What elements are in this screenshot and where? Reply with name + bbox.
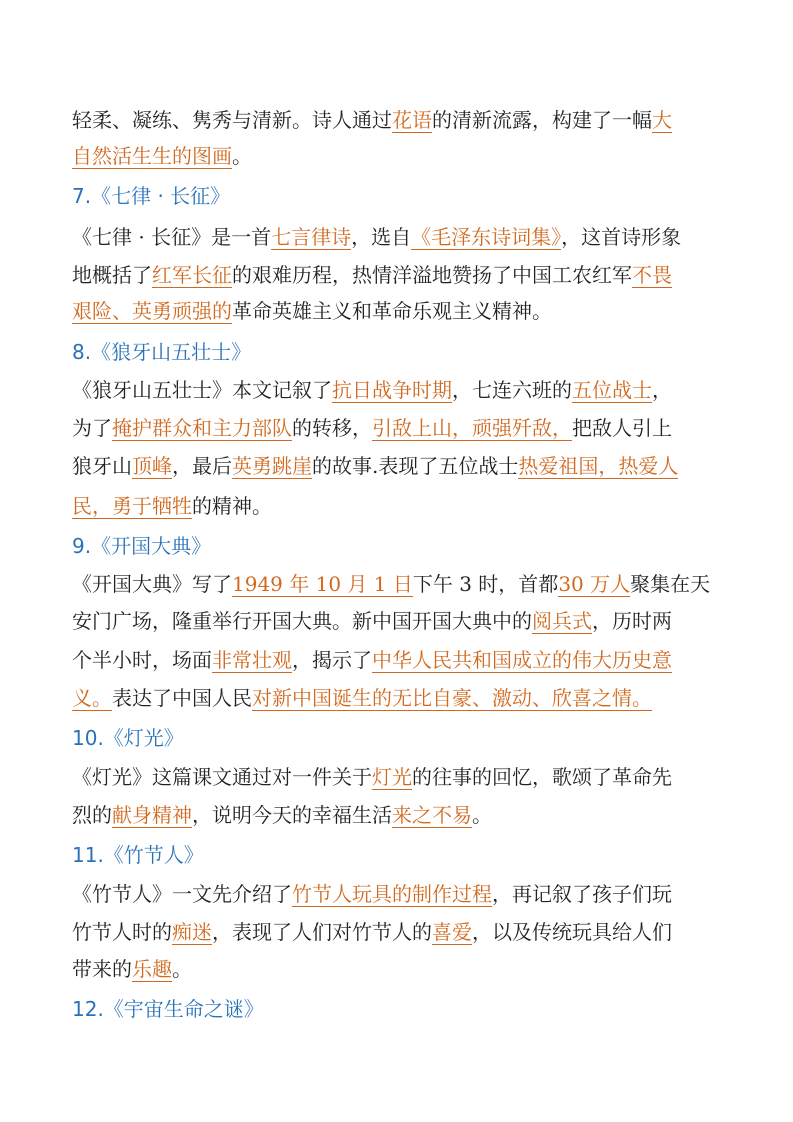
- text: ，历时两: [592, 609, 672, 633]
- paragraph-line: [72, 801, 492, 829]
- section-heading: 7.《七律 · 长征》: [72, 184, 231, 208]
- answer-highlight: 抗日战争时期: [332, 378, 452, 402]
- paragraph-line: [72, 376, 672, 404]
- text: 狼牙山: [72, 454, 132, 478]
- answer-highlight: 《毛泽东诗词集》: [411, 225, 562, 249]
- paragraph-line: [72, 452, 678, 480]
- answer-highlight: 对新中国诞生的无比自豪、激动、欣喜之情。: [252, 686, 652, 710]
- paragraph-line: [72, 414, 672, 442]
- text: 《竹节人》一文先介绍了: [72, 882, 292, 906]
- paragraph-line: [72, 880, 672, 908]
- answer-highlight: 花语: [392, 108, 432, 132]
- text: 表达了中国人民: [112, 686, 252, 710]
- text: 。: [472, 803, 492, 827]
- answer-highlight: 五位战士: [572, 378, 652, 402]
- answer-highlight: 义。: [72, 686, 112, 710]
- text: 聚集在天: [630, 572, 711, 596]
- text: 《七律 · 长征》是一首: [72, 225, 272, 249]
- text: 的故事.表现了五位战士: [312, 454, 519, 478]
- text: 的艰难历程，热情洋溢地赞扬了中国工农红军: [232, 263, 632, 287]
- text: ，最后: [172, 454, 232, 478]
- paragraph-line: [72, 142, 252, 170]
- text: ，: [652, 378, 672, 402]
- text: 个半小时，场面: [72, 648, 212, 672]
- answer-highlight: 非常壮观: [212, 648, 292, 672]
- answer-highlight: 献身精神: [112, 803, 192, 827]
- answer-highlight: 竹节人玩具的制作过程: [292, 882, 492, 906]
- paragraph-line: [72, 261, 672, 289]
- text: 带来的: [72, 957, 132, 981]
- answer-highlight: 掩护群众和主力部队: [112, 416, 292, 440]
- answer-highlight: 引敌上山，顽强歼敌，: [372, 416, 572, 440]
- text: 烈的: [72, 803, 112, 827]
- text: ，选自: [351, 225, 412, 249]
- text: 《灯光》这篇课文通过对一件关于: [72, 765, 372, 789]
- answer-highlight: 阅兵式: [532, 609, 592, 633]
- paragraph-line: [72, 570, 710, 598]
- answer-highlight: 热爱祖国，热爱人: [518, 454, 679, 478]
- paragraph-line: [72, 607, 672, 635]
- text: 《开国大典》写了: [72, 572, 232, 596]
- text: 下午 3 时，首都: [412, 572, 559, 596]
- text: 竹节人时的: [72, 920, 172, 944]
- answer-highlight: 七言律诗: [271, 225, 352, 249]
- text: ，以及传统玩具给人们: [472, 920, 672, 944]
- answer-highlight: 大: [652, 108, 672, 132]
- paragraph-line: [72, 646, 672, 674]
- text: 地概括了: [72, 263, 152, 287]
- text: 轻柔、凝练、隽秀与清新。诗人通过: [72, 108, 392, 132]
- answer-highlight: 灯光: [372, 765, 412, 789]
- section-heading: 11.《竹节人》: [72, 843, 204, 867]
- text: 革命英雄主义和革命乐观主义精神。: [232, 299, 552, 323]
- answer-highlight: 乐趣: [132, 957, 172, 981]
- section-heading: 8.《狼牙山五壮士》: [72, 340, 252, 364]
- text: 。: [172, 957, 192, 981]
- answer-highlight: 中华人民共和国成立的伟大历史意: [372, 648, 672, 672]
- paragraph-line: [72, 106, 672, 134]
- paragraph-line: [72, 492, 272, 520]
- answer-highlight: 痴迷: [172, 920, 212, 944]
- text: ，七连六班的: [452, 378, 572, 402]
- text: 的往事的回忆，歌颂了革命先: [412, 765, 672, 789]
- paragraph-line: [72, 297, 552, 325]
- answer-highlight: 来之不易: [392, 803, 472, 827]
- text: 的转移，: [292, 416, 372, 440]
- section-heading: 10.《灯光》: [72, 726, 184, 750]
- text: 。: [232, 144, 252, 168]
- paragraph-line: [72, 684, 652, 712]
- text: ，说明今天的幸福生活: [192, 803, 392, 827]
- answer-highlight: 1949 年 10 月 1 日: [232, 572, 413, 596]
- answer-highlight: 自然活生生的图画: [72, 144, 232, 168]
- answer-highlight: 喜爱: [432, 920, 472, 944]
- text: ，表现了人们对竹节人的: [212, 920, 432, 944]
- text: ，揭示了: [292, 648, 372, 672]
- text: 的精神。: [192, 494, 272, 518]
- text: 《狼牙山五壮士》本文记叙了: [72, 378, 332, 402]
- answer-highlight: 民，勇于牺牲: [72, 494, 192, 518]
- answer-highlight: 30 万人: [558, 572, 631, 596]
- answer-highlight: 不畏: [632, 263, 672, 287]
- answer-highlight: 顶峰: [132, 454, 172, 478]
- text: 安门广场，隆重举行开国大典。新中国开国大典中的: [72, 609, 532, 633]
- text: 为了: [72, 416, 112, 440]
- text: 的清新流露，构建了一幅: [432, 108, 652, 132]
- text: 把敌人引上: [572, 416, 672, 440]
- answer-highlight: 红军长征: [152, 263, 232, 287]
- paragraph-line: [72, 223, 681, 251]
- text: ，这首诗形象: [561, 225, 682, 249]
- paragraph-line: [72, 763, 672, 791]
- answer-highlight: 英勇跳崖: [232, 454, 312, 478]
- paragraph-line: [72, 918, 672, 946]
- answer-highlight: 艰险、英勇顽强的: [72, 299, 232, 323]
- section-heading: 12.《宇宙生命之谜》: [72, 997, 264, 1021]
- paragraph-line: [72, 955, 192, 983]
- section-heading: 9.《开国大典》: [72, 534, 212, 558]
- text: ，再记叙了孩子们玩: [492, 882, 672, 906]
